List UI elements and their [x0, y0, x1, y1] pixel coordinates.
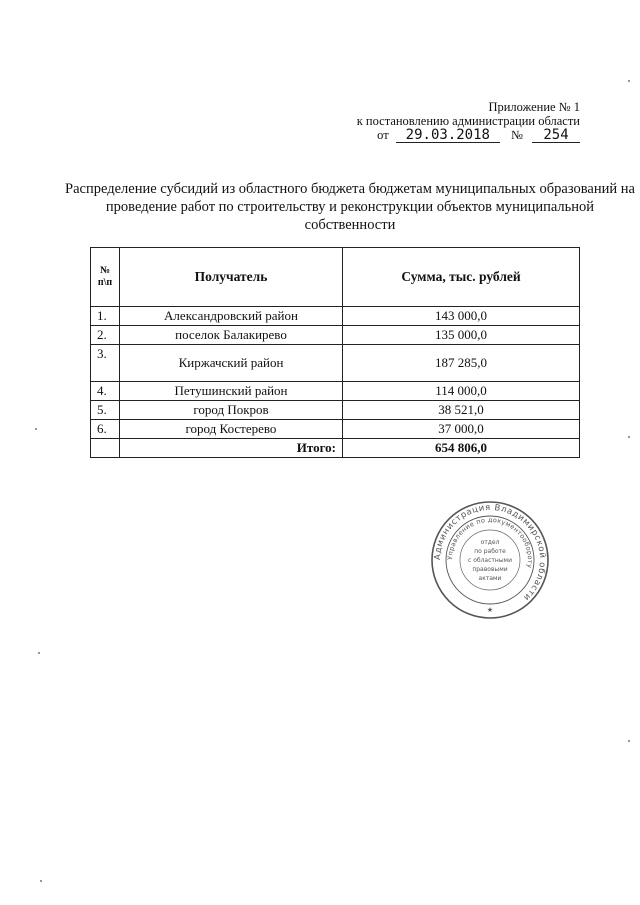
stamp-center-line: с областными: [468, 557, 512, 564]
stamp-center-line: актами: [478, 575, 502, 582]
stamp-star-icon: ★: [486, 606, 494, 614]
row-number: 1.: [91, 307, 120, 326]
scan-speck: [628, 436, 630, 438]
row-amount: 114 000,0: [343, 382, 580, 401]
stamp-outer-text: Администрация Владимирской области: [432, 502, 548, 603]
appendix-date-line: [330, 128, 580, 143]
stamp-center-line: отдел: [480, 539, 500, 546]
stamp-center-line: правовыми: [472, 566, 508, 573]
scan-speck: [628, 80, 630, 82]
row-recipient: Александровский район: [120, 307, 343, 326]
appendix-block: [330, 100, 580, 143]
header-recipient: Получатель: [120, 248, 343, 307]
row-recipient: поселок Балакирево: [120, 326, 343, 345]
row-amount: 38 521,0: [343, 401, 580, 420]
total-label: Итого:: [120, 439, 343, 458]
row-amount: 135 000,0: [343, 326, 580, 345]
appendix-title: Приложение № 1: [488, 100, 580, 114]
row-amount: 143 000,0: [343, 307, 580, 326]
table-header-row: [91, 248, 580, 307]
row-number: 3.: [91, 345, 120, 382]
table-row: [91, 307, 580, 326]
distribution-table: [90, 247, 580, 458]
row-recipient: Петушинский район: [120, 382, 343, 401]
row-recipient: город Костерево: [120, 420, 343, 439]
number-prefix: №: [510, 128, 523, 142]
stamp-center-line: по работе: [474, 548, 506, 555]
row-amount: 187 285,0: [343, 345, 580, 382]
table-row: [91, 326, 580, 345]
official-stamp: [430, 500, 550, 620]
scan-speck: [38, 652, 40, 654]
scan-speck: [40, 880, 42, 882]
decree-number: 254: [532, 128, 580, 143]
table-row: [91, 382, 580, 401]
row-number: 6.: [91, 420, 120, 439]
stamp-middle-text: Управление по документообороту: [445, 515, 535, 569]
row-number: 4.: [91, 382, 120, 401]
row-recipient: город Покров: [120, 401, 343, 420]
header-number: № п\п: [91, 248, 120, 307]
header-amount: Сумма, тыс. рублей: [343, 248, 580, 307]
document-title: Распределение субсидий из областного бюджета бюджетам муниципальных образований на проведение работ по строительству и реконструкции объектов муниципальной собственности: [65, 181, 635, 233]
total-amount: 654 806,0: [343, 439, 580, 458]
row-number: 2.: [91, 326, 120, 345]
row-number: 5.: [91, 401, 120, 420]
decree-date: 29.03.2018: [396, 128, 500, 143]
scan-speck: [35, 428, 37, 430]
date-prefix: от: [377, 128, 389, 142]
table-row: [91, 420, 580, 439]
appendix-subtitle: к постановлению администрации области: [356, 114, 580, 128]
row-amount: 37 000,0: [343, 420, 580, 439]
total-number-cell: [91, 439, 120, 458]
row-recipient: Киржачский район: [120, 345, 343, 382]
scan-speck: [628, 740, 630, 742]
table-total-row: [91, 439, 580, 458]
table-row: [91, 401, 580, 420]
table-row: [91, 345, 580, 382]
